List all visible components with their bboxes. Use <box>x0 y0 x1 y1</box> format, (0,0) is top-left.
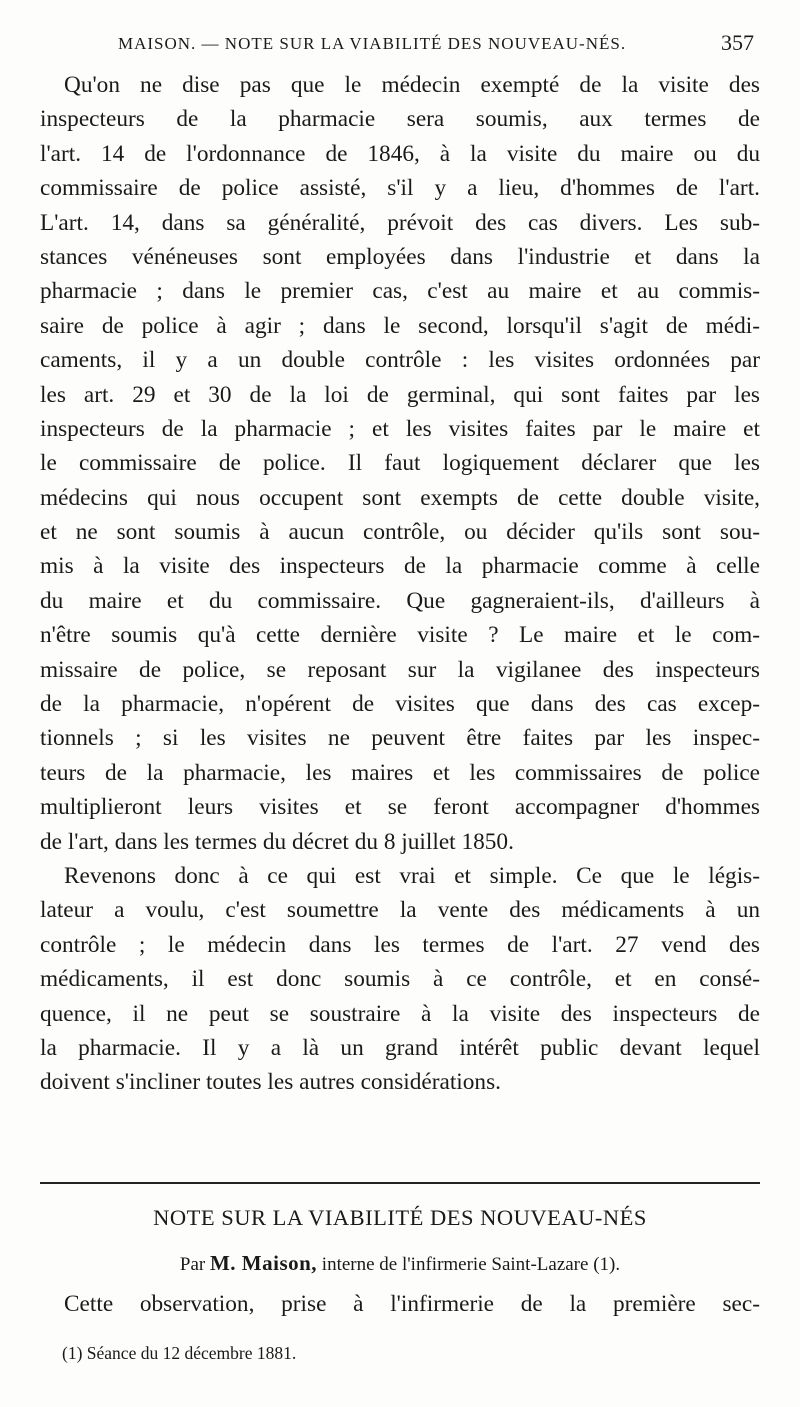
text-line: commissaire de police assisté, s'il y a lieu, d'hommes de l'art. <box>40 175 760 202</box>
running-head <box>40 30 760 60</box>
text-line: et ne sont soumis à aucun contrôle, ou décider qu'ils sont sou- <box>40 519 760 546</box>
text-line: teurs de la pharmacie, les maires et les commissaires de police <box>40 759 760 786</box>
section-intro-line: Cette observation, prise à l'infirmerie de la première sec- <box>64 1291 760 1317</box>
text-line: l'art. 14 de l'ordonnance de 1846, à la visite du maire ou du <box>40 140 760 167</box>
text-line: stances vénéneuses sont employées dans l'industrie et dans la <box>40 243 760 270</box>
footnote: (1) Séance du 12 décembre 1881. <box>62 1343 297 1363</box>
text-line: de l'art, dans les termes du décret du 8 juillet 1850. <box>40 828 514 855</box>
author-name: M. Maison, <box>209 1251 318 1275</box>
text-line: quence, il ne peut se soustraire à la visite des inspecteurs de <box>40 1000 760 1027</box>
text-line: les art. 29 et 30 de la loi de germinal, qui sont faites par les <box>40 381 760 408</box>
text-line: du maire et du commissaire. Que gagneraient-ils, d'ailleurs à <box>40 587 760 614</box>
text-line: inspecteurs de la pharmacie ; et les visites faites par le maire et <box>40 415 760 442</box>
text-line: multiplieront leurs visites et se feront accompagner d'hommes <box>40 794 760 821</box>
text-line: L'art. 14, dans sa généralité, prévoit des cas divers. Les sub- <box>40 209 760 236</box>
text-line: contrôle ; le médecin dans les termes de l'art. 27 vend des <box>40 931 760 958</box>
text-line: médicaments, il est donc soumis à ce contrôle, et en consé- <box>40 966 760 993</box>
text-line: saire de police à agir ; dans le second, lorsqu'il s'agit de médi- <box>40 312 760 339</box>
text-line: Qu'on ne dise pas que le médecin exempté de la visite des <box>64 72 760 98</box>
byline-affiliation: interne de l'infirmerie Saint-Lazare (1). <box>321 1254 621 1275</box>
body-text <box>40 68 760 1100</box>
text-line: lateur a voulu, c'est soumettre la vente des médicaments à un <box>40 897 760 924</box>
text-line: inspecteurs de la pharmacie sera soumis, aux termes de <box>40 106 760 133</box>
text-line: tionnels ; si les visites ne peuvent être faites par les inspec- <box>40 725 760 752</box>
text-line: doivent s'incliner toutes les autres considérations. <box>40 1069 501 1096</box>
text-line: médecins qui nous occupent sont exempts de cette double visite, <box>40 484 760 511</box>
text-line: la pharmacie. Il y a là un grand intérêt public devant lequel <box>40 1034 760 1061</box>
section-divider <box>40 1182 760 1184</box>
byline-prefix: Par <box>179 1254 206 1275</box>
section-title: NOTE SUR LA VIABILITÉ DES NOUVEAU-NÉS <box>153 1205 647 1230</box>
page-number: 357 <box>721 30 754 55</box>
running-head-title: MAISON. — NOTE SUR LA VIABILITÉ DES NOUVEAU-NÉS. <box>118 34 627 53</box>
text-line: le commissaire de police. Il faut logiquement déclarer que les <box>40 450 760 477</box>
text-line: pharmacie ; dans le premier cas, c'est au maire et au commis- <box>40 278 760 305</box>
text-line: caments, il y a un double contrôle : les visites ordonnées par <box>40 347 760 374</box>
text-line: Revenons donc à ce qui est vrai et simple. Ce que le légis- <box>64 862 760 889</box>
byline <box>40 1251 760 1276</box>
text-line: n'être soumis qu'à cette dernière visite ? Le maire et le com- <box>40 622 760 649</box>
text-line: mis à la visite des inspecteurs de la pharmacie comme à celle <box>40 553 760 580</box>
text-line: missaire de police, se reposant sur la vigilanee des inspecteurs <box>40 656 760 683</box>
text-line: de la pharmacie, n'opérent de visites que dans des cas excep- <box>40 691 760 718</box>
